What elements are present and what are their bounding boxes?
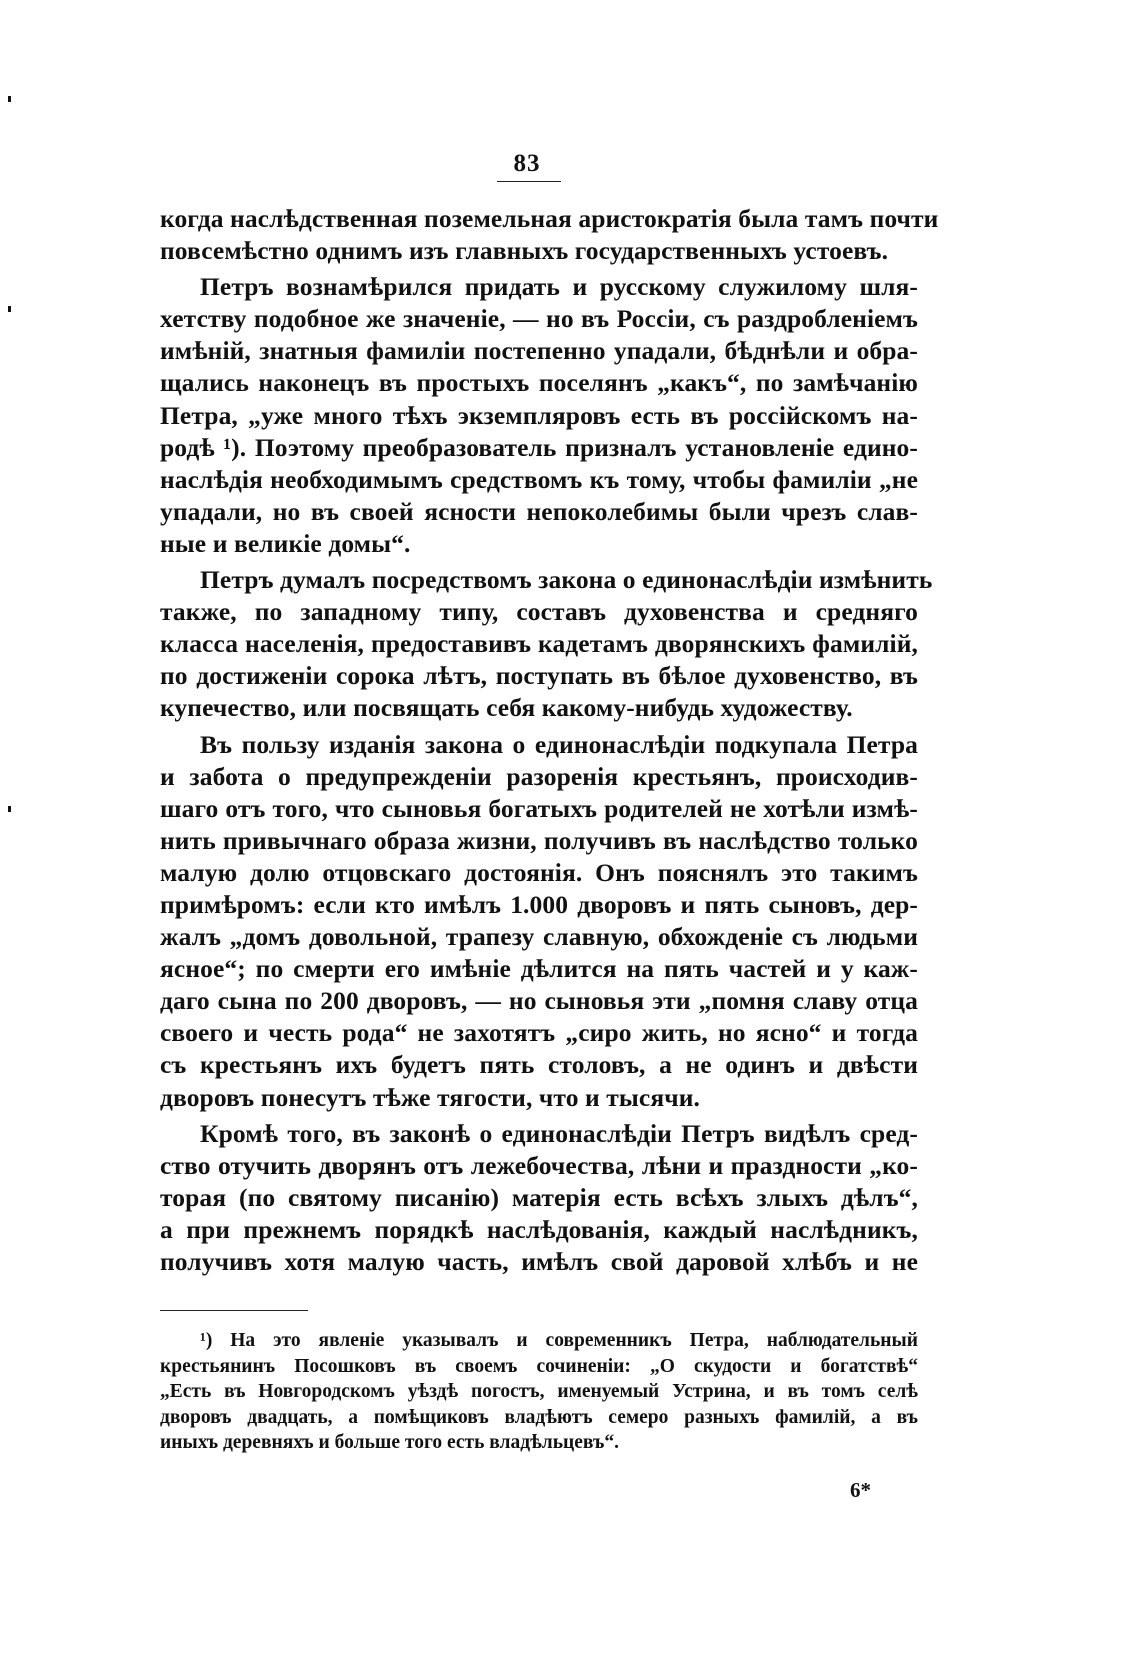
text-line: ство отучить дворянъ отъ лежебочества, лѣни и праздности „ко-	[160, 1150, 918, 1180]
text-line: родѣ ¹). Поэтому преобразователь призналъ установленіе едино-	[160, 432, 918, 462]
text-line: купечество, или посвящать себя какому-нибудь художеству.	[160, 693, 853, 723]
text-line: ясное“; по смерти его имѣніе дѣлится на пять частей и у каж-	[160, 954, 918, 984]
text-line: Петра, „уже много тѣхъ экземпляровъ есть въ россійскомъ на-	[160, 400, 918, 430]
text-line: щались наконецъ въ простыхъ поселянъ „какъ“, по замѣчанію	[160, 368, 918, 398]
page-number: 83	[513, 150, 541, 177]
signature-mark: 6*	[850, 1478, 871, 1502]
scan-speck	[8, 306, 11, 312]
text-line: получивъ хотя малую часть, имѣлъ свой даровой хлѣбъ и не	[160, 1247, 918, 1276]
text-line: съ крестьянъ ихъ будетъ пять столовъ, а не одинъ и двѣсти	[160, 1050, 918, 1080]
text-line: Кромѣ того, въ законѣ о единонаслѣдіи Петръ видѣлъ сред-	[200, 1118, 918, 1148]
text-line: нить привычнаго образа жизни, получивъ въ наслѣдство только	[160, 825, 918, 855]
text-line: дворовъ понесутъ тѣже тягости, что и тысячи.	[160, 1082, 700, 1112]
footnote-line: „Есть въ Новгородскомъ уѣздѣ погостъ, именуемый Устрина, и въ томъ селѣ	[160, 1381, 918, 1402]
footnote-line: крестьянинъ Посошковъ въ своемъ сочиненіи: „О скудости и богатствѣ“	[160, 1355, 918, 1377]
text-line: по достиженіи сорока лѣтъ, поступать въ бѣлое духовенство, въ	[160, 661, 918, 691]
footnote-line: дворовъ двадцать, а помѣщиковъ владѣютъ семеро разныхъ фамилій, а въ	[160, 1406, 918, 1428]
scan-speck	[8, 806, 11, 812]
text-line: имѣній, знатныя фамиліи постепенно упадали, бѣднѣли и обра-	[160, 336, 918, 366]
text-line: и забота о предупрежденіи разоренія крестьянъ, происходив-	[160, 761, 918, 791]
text-line: Петръ вознамѣрился придать и русскому служилому шля-	[200, 272, 918, 302]
footnote-line: ¹) На это явленіе указывалъ и современникъ Петра, наблюдательный	[200, 1330, 918, 1351]
text-line: наслѣдія необходимымъ средствомъ къ тому, чтобы фамиліи „не	[160, 464, 918, 494]
text-line: шаго отъ того, что сыновья богатыхъ родителей не хотѣли измѣ-	[160, 793, 918, 823]
text-line: хетству подобное же значеніе, — но въ Россіи, съ раздробленіемъ	[160, 304, 918, 334]
footnote-rule	[160, 1310, 308, 1311]
text-line: своего и честь рода“ не захотятъ „сиро жить, но ясно“ и тогда	[160, 1018, 918, 1048]
text-line: когда наслѣдственная поземельная аристократія была тамъ почти	[160, 204, 939, 233]
text-line: Въ пользу изданія закона о единонаслѣдіи подкупала Петра	[200, 729, 918, 759]
text-line: Петръ думалъ посредствомъ закона о единонаслѣдіи измѣнить	[200, 565, 933, 595]
text-line: повсемѣстно однимъ изъ главныхъ государственныхъ устоевъ.	[160, 236, 889, 266]
text-line: примѣромъ: если кто имѣлъ 1.000 дворовъ и пять сыновъ, дер-	[160, 889, 918, 919]
text-line: упадали, но въ своей ясности непоколебимы были чрезъ слав-	[160, 496, 918, 526]
text-line: а при прежнемъ порядкѣ наслѣдованія, каждый наслѣдникъ,	[160, 1214, 918, 1244]
text-line: класса населенія, предоставивъ кадетамъ дворянскихъ фамилій,	[160, 629, 918, 659]
page-number-rule	[497, 181, 561, 182]
text-line: жалъ „домъ довольной, трапезу славную, обхожденіе съ людьми	[160, 922, 918, 952]
text-line: торая (по святому писанію) матерія есть всѣхъ злыхъ дѣлъ“,	[160, 1182, 918, 1212]
footnote	[160, 1328, 918, 1456]
text-line: ные и великіе домы“.	[160, 528, 411, 558]
footnote-line: иныхъ деревняхъ и больше того есть владѣльцевъ“.	[160, 1432, 619, 1453]
text-line: также, по западному типу, составъ духовенства и средняго	[160, 597, 918, 627]
text-line: даго сына по 200 дворовъ, — но сыновья эти „помня славу отца	[160, 986, 918, 1016]
text-line: малую долю отцовскаго достоянія. Онъ пояснялъ это такимъ	[160, 857, 918, 887]
scan-speck	[8, 96, 11, 102]
body-text	[160, 203, 939, 1278]
